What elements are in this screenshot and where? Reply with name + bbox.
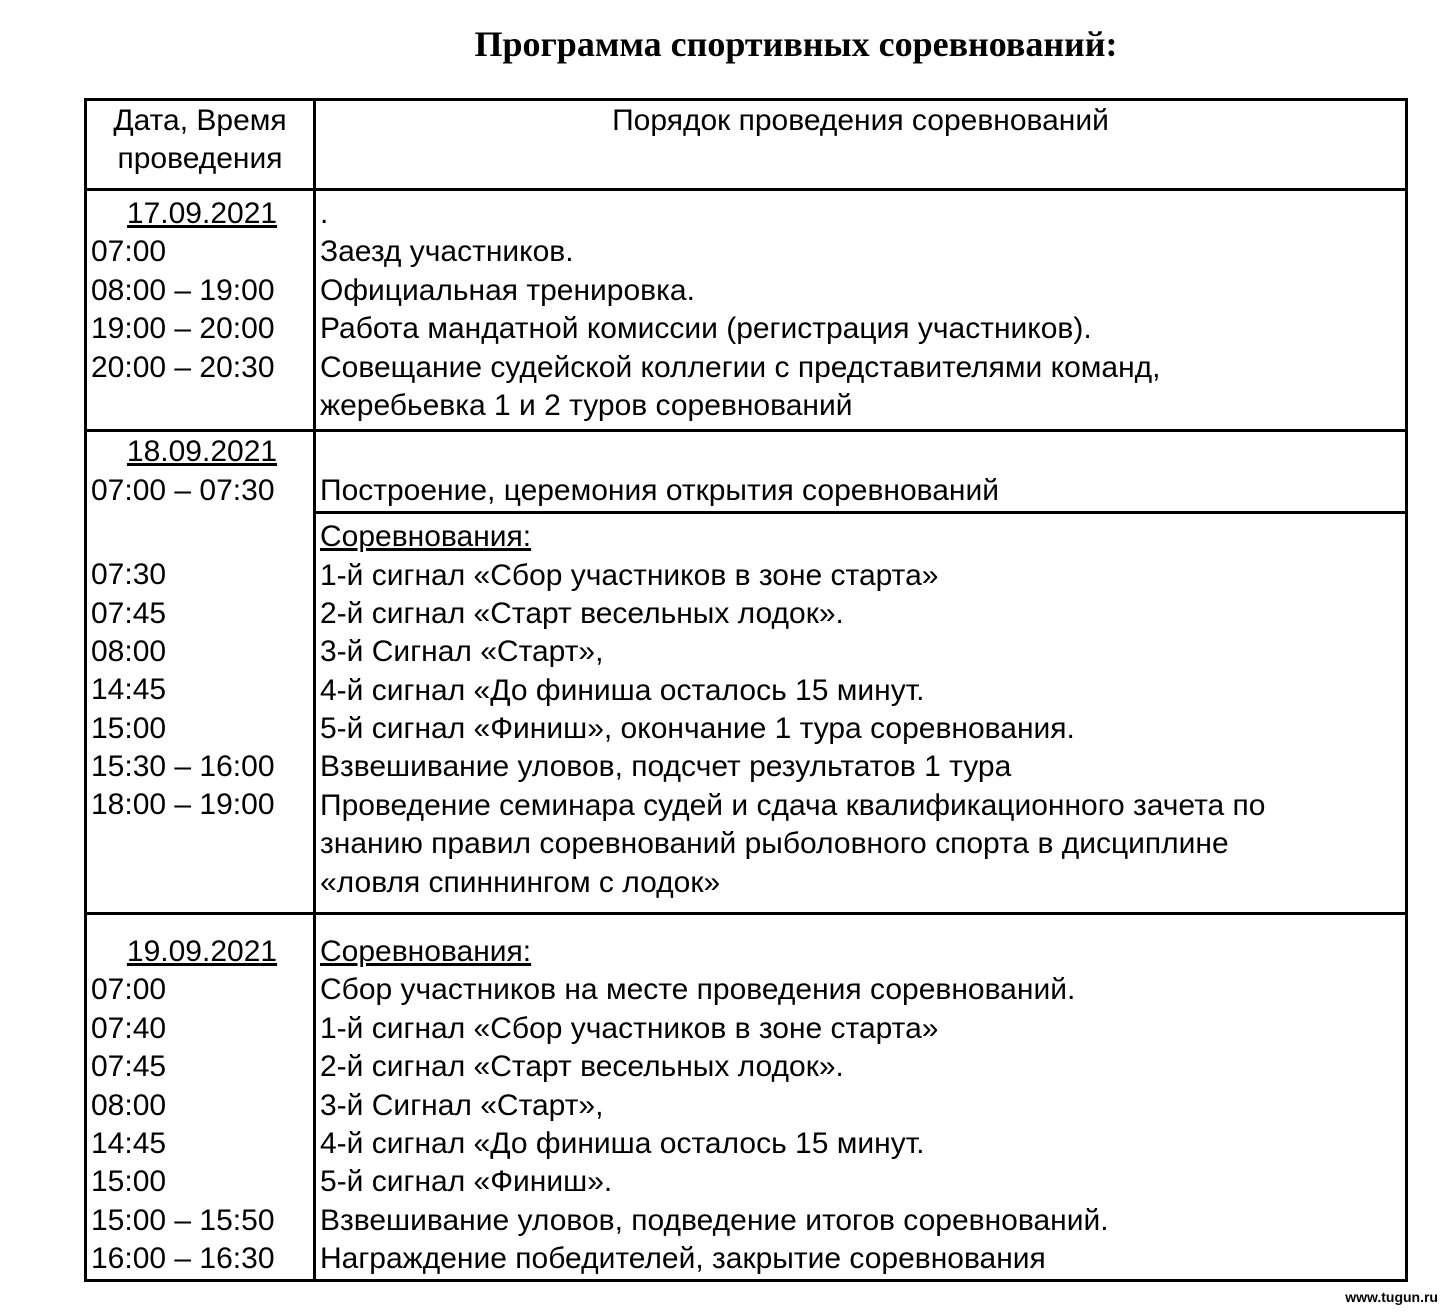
day2-time: 08:00 bbox=[91, 634, 167, 668]
day3-time: 07:45 bbox=[91, 1050, 167, 1084]
header-date-time-line1: Дата, Время bbox=[113, 104, 287, 137]
day2-time: 07:30 bbox=[91, 558, 167, 592]
day3-item: Сбор участников на месте проведения соревнований. bbox=[320, 973, 1076, 1007]
day3-item: 3-й Сигнал «Старт», bbox=[320, 1088, 604, 1122]
day2-time: 15:30 – 16:00 bbox=[91, 750, 275, 784]
day2-times-cell bbox=[86, 431, 315, 914]
table-header-row bbox=[86, 100, 1407, 190]
day2-items-cell bbox=[315, 513, 1407, 914]
day3-item: 2-й сигнал «Старт весельных лодок». bbox=[320, 1050, 844, 1084]
day1-item: жеребьевка 1 и 2 туров соревнований bbox=[320, 388, 853, 422]
day2-time: 07:45 bbox=[91, 596, 167, 630]
header-date-time-line2: проведения bbox=[117, 142, 283, 176]
day1-time: 20:00 – 20:30 bbox=[91, 350, 275, 384]
day2-item: Взвешивание уловов, подсчет результатов 1 тура bbox=[320, 750, 1012, 784]
day2-opening-cell bbox=[315, 431, 1407, 513]
day2-opening-time: 07:00 – 07:30 bbox=[91, 473, 275, 507]
table-row-day3 bbox=[86, 914, 1407, 1281]
day3-item: 4-й сигнал «До финиша осталось 15 минут. bbox=[320, 1126, 925, 1160]
day2-item: 4-й сигнал «До финиша осталось 15 минут. bbox=[320, 673, 925, 707]
day2-item: знанию правил соревнований рыболовного спорта в дисциплине bbox=[320, 827, 1229, 861]
day3-item: Взвешивание уловов, подведение итогов соревнований. bbox=[320, 1203, 1109, 1237]
day2-opening-item: Построение, церемония открытия соревнований bbox=[320, 473, 999, 507]
page-title: Программа спортивных соревнований: bbox=[474, 24, 1118, 64]
table-row-day2-opening bbox=[86, 431, 1407, 513]
day3-item: 1-й сигнал «Сбор участников в зоне старта» bbox=[320, 1011, 939, 1045]
day3-heading: Соревнования: bbox=[320, 935, 532, 969]
day2-time: 15:00 bbox=[91, 711, 167, 745]
schedule-table bbox=[84, 98, 1408, 1282]
day1-item: Работа мандатной комиссии (регистрация участников). bbox=[320, 312, 1092, 346]
day1-item: Совещание судейской коллегии с представителями команд, bbox=[320, 350, 1161, 384]
day1-item: Заезд участников. bbox=[320, 235, 574, 269]
day2-item: Проведение семинара судей и сдача квалификационного зачета по bbox=[320, 788, 1266, 822]
header-procedure: Порядок проведения соревнований bbox=[315, 100, 1407, 190]
day3-time: 07:00 bbox=[91, 973, 167, 1007]
day3-time: 15:00 bbox=[91, 1165, 167, 1199]
day2-heading: Соревнования: bbox=[320, 520, 532, 554]
day3-time: 15:00 – 15:50 bbox=[91, 1203, 275, 1237]
day1-dot: . bbox=[320, 197, 329, 230]
day1-time: 08:00 – 19:00 bbox=[91, 273, 275, 307]
header-date-time bbox=[86, 100, 315, 190]
day2-time: 18:00 – 19:00 bbox=[91, 788, 275, 822]
day2-item: 5-й сигнал «Финиш», окончание 1 тура соревнования. bbox=[320, 712, 1075, 746]
watermark: www.tugun.ru bbox=[1345, 1289, 1438, 1305]
day2-item: 1-й сигнал «Сбор участников в зоне старта» bbox=[320, 558, 939, 592]
day1-time: 07:00 bbox=[91, 235, 167, 269]
day3-items-cell bbox=[315, 914, 1407, 1281]
day3-item: 5-й сигнал «Финиш». bbox=[320, 1165, 613, 1199]
day1-item: Официальная тренировка. bbox=[320, 273, 695, 307]
day3-time: 14:45 bbox=[91, 1126, 167, 1160]
day3-time: 16:00 – 16:30 bbox=[91, 1242, 275, 1276]
day2-date: 18.09.2021 bbox=[126, 435, 278, 469]
day3-times-cell bbox=[86, 914, 315, 1281]
day2-time: 14:45 bbox=[91, 673, 167, 707]
day2-item: 3-й Сигнал «Старт», bbox=[320, 635, 604, 669]
day1-time: 19:00 – 20:00 bbox=[91, 312, 275, 346]
day3-date: 19.09.2021 bbox=[126, 935, 278, 969]
day1-date: 17.09.2021 bbox=[126, 197, 278, 230]
day3-time: 07:40 bbox=[91, 1011, 167, 1045]
day3-time: 08:00 bbox=[91, 1088, 167, 1122]
day1-times-cell bbox=[86, 190, 315, 431]
day2-item: 2-й сигнал «Старт весельных лодок». bbox=[320, 596, 844, 630]
table-row-day1 bbox=[86, 190, 1407, 431]
day2-item: «ловля спиннингом с лодок» bbox=[320, 865, 721, 899]
day3-item: Награждение победителей, закрытие соревнования bbox=[320, 1242, 1046, 1276]
day1-items-cell bbox=[315, 190, 1407, 431]
